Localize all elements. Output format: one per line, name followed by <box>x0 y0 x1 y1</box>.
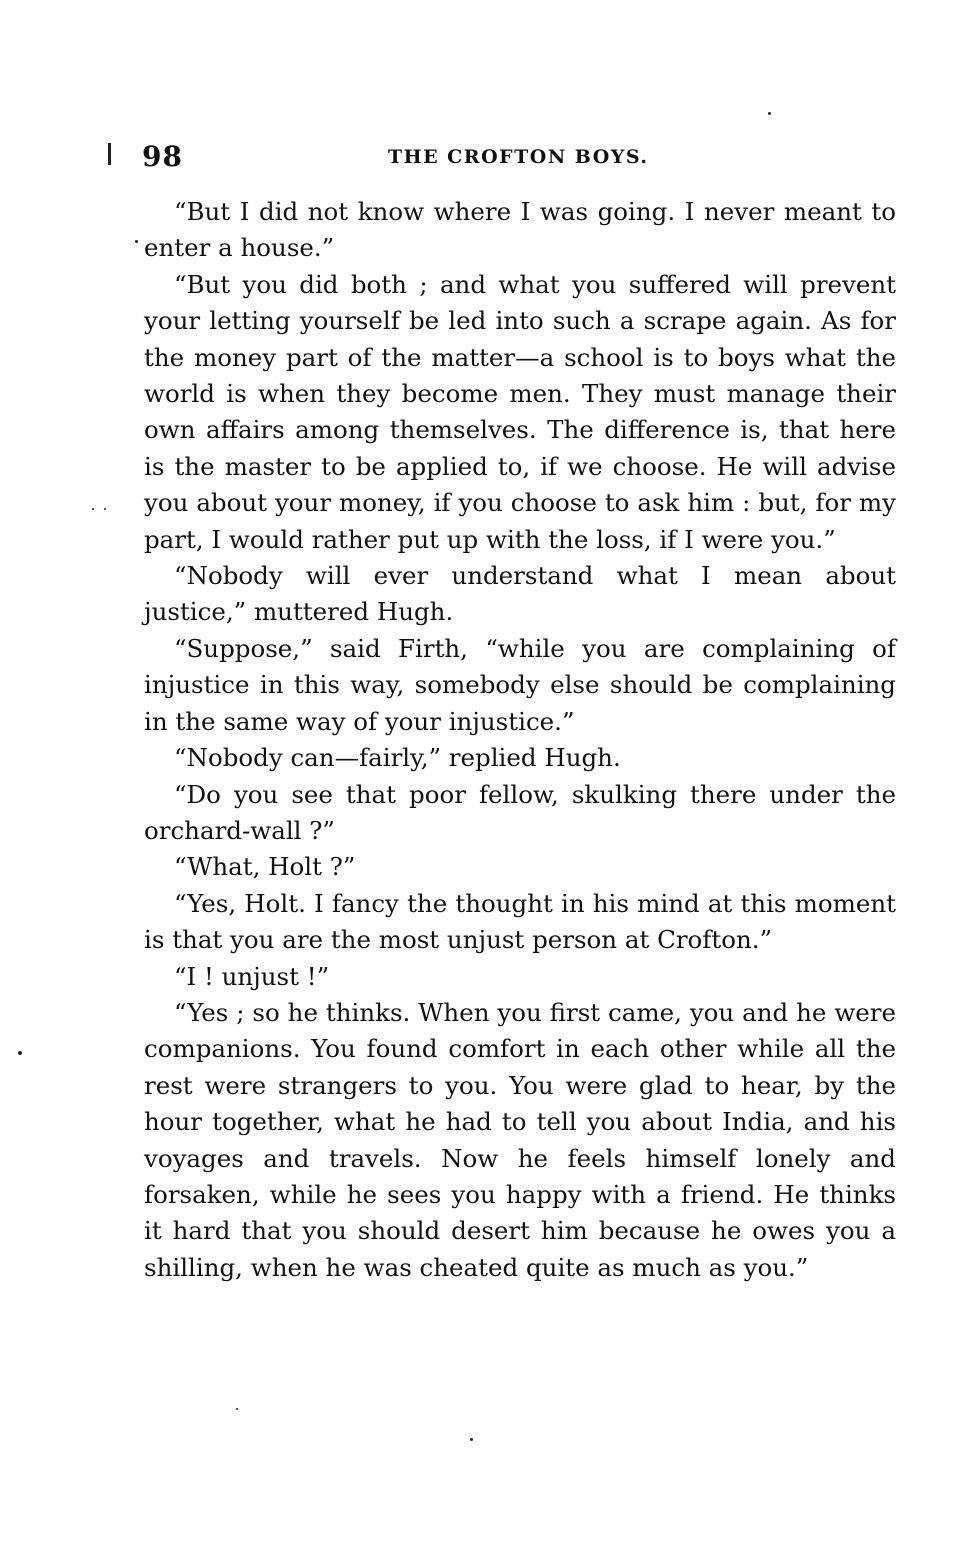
paragraph: “Yes ; so he thinks. When you first came, you and he were companions. You found comfort in each other while all the rest were strangers to you. You were glad to hear, by the hour together, what he had to tell you about India, and his voyages and travels. Now he feels himself lonely and forsaken, while he sees you happy with a friend. He thinks it hard that you should desert him because he owes you a shilling, when he was cheated quite as much as you.” <box>144 997 896 1282</box>
paragraph: “But you did both ; and what you suffered will prevent your letting yourself be led into such a scrape again. As for the money part of the matter—a school is to boys what the world is when they become men. They must manage their own affairs among themselves. The difference is, that here is the master to be applied to, if we choose. He will advise you about your money, if you choose to ask him : but, for my part, I would rather put up with the loss, if I were you.” <box>144 269 896 554</box>
paragraph: “Suppose,” said Firth, “while you are complaining of injustice in this way, somebody else should be complaining in the same way of your injustice.” <box>144 633 896 736</box>
paragraph: “What, Holt ?” <box>174 852 356 882</box>
paragraph: “But I did not know where I was going. I never meant to enter a house.” <box>144 197 896 263</box>
margin-speck <box>470 1438 473 1441</box>
margin-speck <box>236 1408 238 1410</box>
paragraph: “Nobody will ever understand what I mean about justice,” muttered Hugh. <box>144 561 896 627</box>
paragraph: “Yes, Holt. I fancy the thought in his mind at this moment is that you are the most unjust person at Crofton.” <box>144 888 896 955</box>
margin-speck <box>92 508 94 510</box>
page-number: 98 <box>142 140 183 173</box>
margin-mark <box>108 143 111 165</box>
margin-speck <box>104 508 106 510</box>
margin-speck <box>768 112 771 115</box>
running-title: THE CROFTON BOYS. <box>388 146 649 168</box>
paragraph: “I ! unjust !” <box>174 961 330 991</box>
margin-speck <box>135 240 138 243</box>
running-head <box>142 140 894 180</box>
paragraph: “Do you see that poor fellow, skulking there under the orchard-wall ?” <box>144 779 896 845</box>
body-text <box>144 194 896 1286</box>
margin-speck <box>18 1051 22 1055</box>
paragraph: “Nobody can—fairly,” replied Hugh. <box>174 743 621 773</box>
